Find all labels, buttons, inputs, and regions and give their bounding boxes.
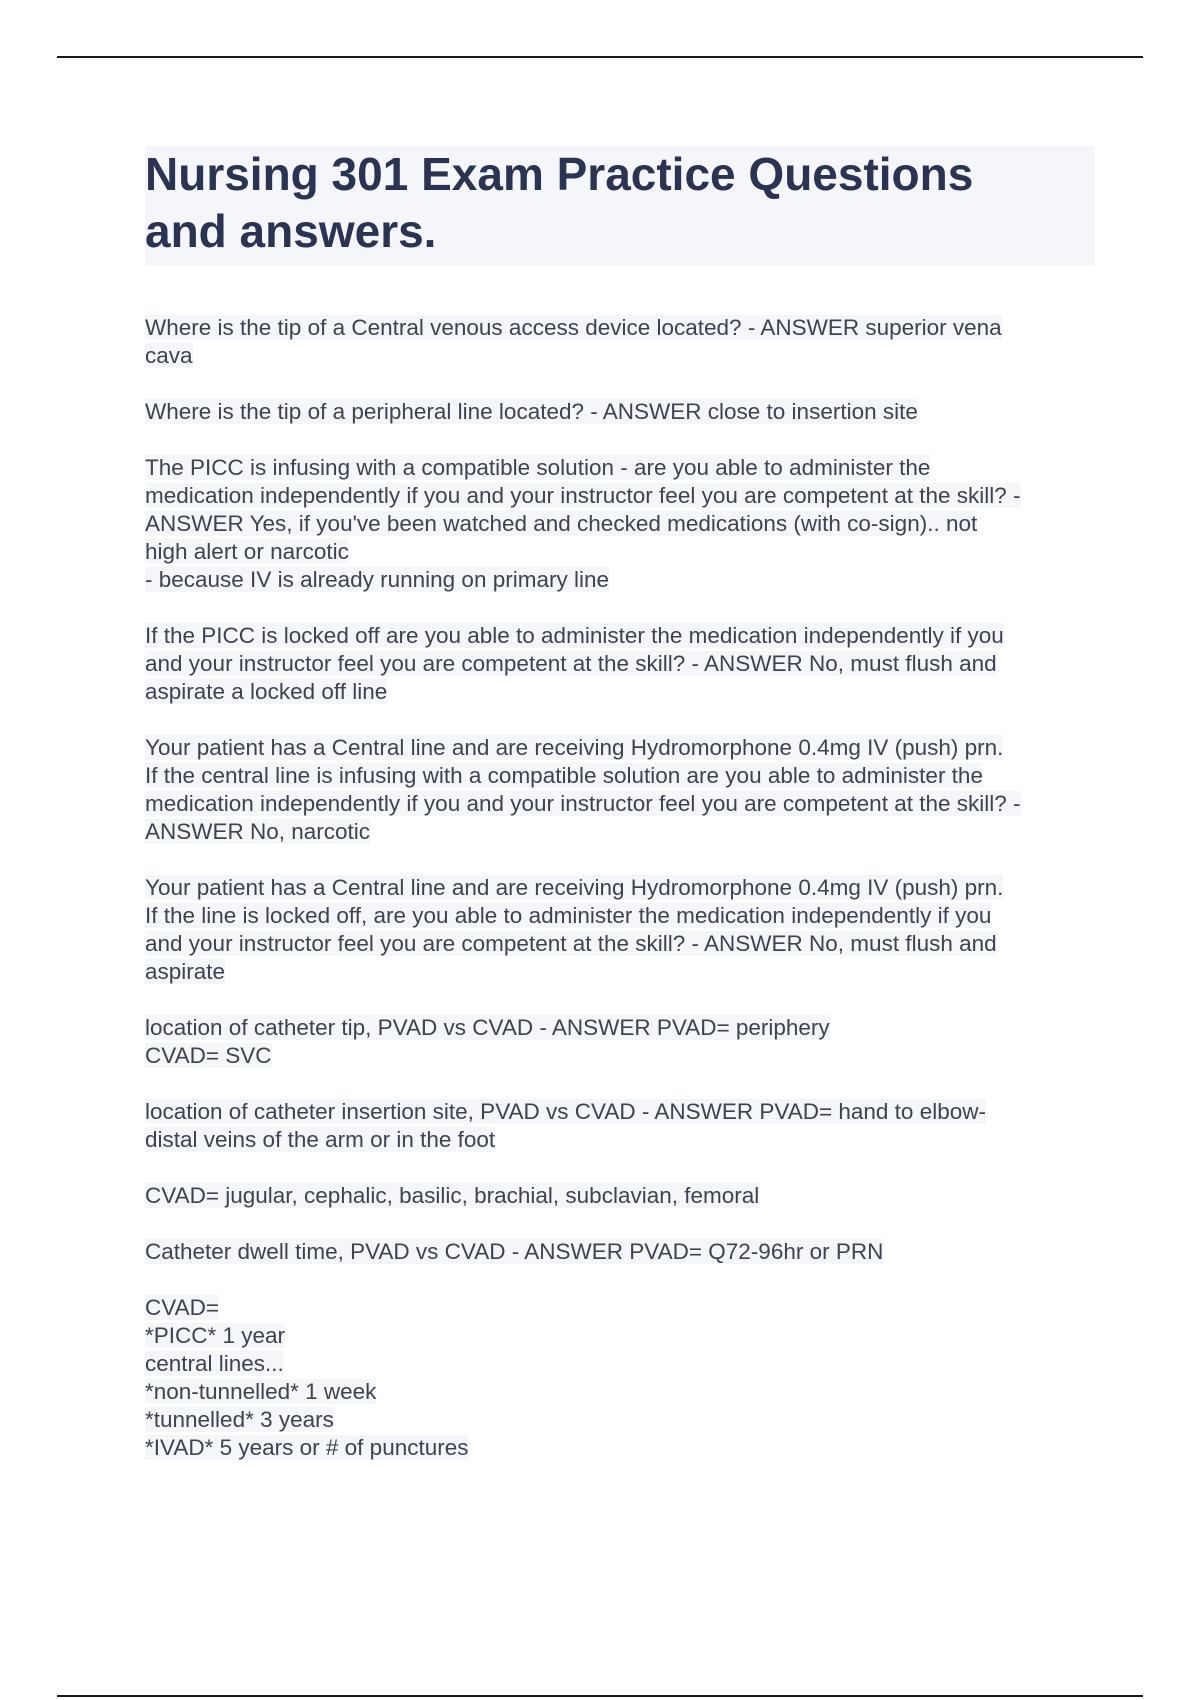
title-line: Nursing 301 Exam Practice Questions (145, 148, 974, 200)
qa-line: Your patient has a Central line and are receiving Hydromorphone 0.4mg IV (push) prn. (145, 875, 1004, 900)
title-block (145, 146, 1095, 266)
qa-line: The PICC is infusing with a compatible solution - are you able to administer the (145, 455, 931, 480)
qa-line: distal veins of the arm or in the foot (145, 1127, 496, 1152)
qa-line: ANSWER Yes, if you've been watched and checked medications (with co-sign).. not (145, 511, 978, 536)
bottom-rule (57, 1695, 1143, 1697)
qa-line: and your instructor feel you are competent at the skill? - ANSWER No, must flush and (145, 931, 997, 956)
qa-line: aspirate (145, 959, 226, 984)
qa-line: central lines... (145, 1351, 284, 1376)
qa-item (145, 874, 1095, 986)
qa-line: location of catheter tip, PVAD vs CVAD - ANSWER PVAD= periphery (145, 1015, 830, 1040)
qa-item (145, 734, 1095, 846)
qa-line: location of catheter insertion site, PVAD vs CVAD - ANSWER PVAD= hand to elbow- (145, 1099, 986, 1124)
qa-line: Where is the tip of a peripheral line located? - ANSWER close to insertion site (145, 399, 918, 424)
qa-line: - because IV is already running on primary line (145, 567, 609, 592)
qa-line: *non-tunnelled* 1 week (145, 1379, 377, 1404)
qa-line: Where is the tip of a Central venous access device located? - ANSWER superior vena (145, 315, 1002, 340)
qa-line: If the PICC is locked off are you able to administer the medication independently if you (145, 623, 1004, 648)
qa-line: CVAD= jugular, cephalic, basilic, brachial, subclavian, femoral (145, 1183, 760, 1208)
qa-line: high alert or narcotic (145, 539, 349, 564)
qa-item (145, 1182, 1095, 1210)
qa-list (145, 314, 1095, 1462)
qa-line: Your patient has a Central line and are receiving Hydromorphone 0.4mg IV (push) prn. (145, 735, 1004, 760)
qa-item (145, 1098, 1095, 1154)
qa-line: *tunnelled* 3 years (145, 1407, 334, 1432)
title-line: and answers. (145, 205, 437, 257)
qa-line: cava (145, 343, 193, 368)
qa-item (145, 1014, 1095, 1070)
qa-line: CVAD= SVC (145, 1043, 272, 1068)
qa-line: medication independently if you and your instructor feel you are competent at the skill? - (145, 483, 1021, 508)
qa-item (145, 622, 1095, 706)
qa-line: If the central line is infusing with a compatible solution are you able to administer the (145, 763, 983, 788)
qa-line: *IVAD* 5 years or # of punctures (145, 1435, 469, 1460)
qa-item (145, 1238, 1095, 1266)
qa-line: ANSWER No, narcotic (145, 819, 371, 844)
document-body (145, 146, 1095, 1490)
document-title (145, 146, 1095, 260)
top-rule (57, 56, 1143, 58)
qa-line: and your instructor feel you are competent at the skill? - ANSWER No, must flush and (145, 651, 997, 676)
qa-item (145, 454, 1095, 594)
qa-line: medication independently if you and your instructor feel you are competent at the skill? - (145, 791, 1021, 816)
qa-item (145, 314, 1095, 370)
qa-item (145, 398, 1095, 426)
qa-line: If the line is locked off, are you able to administer the medication independently if you (145, 903, 992, 928)
qa-line: aspirate a locked off line (145, 679, 388, 704)
qa-line: CVAD= (145, 1295, 219, 1320)
qa-line: Catheter dwell time, PVAD vs CVAD - ANSWER PVAD= Q72-96hr or PRN (145, 1239, 884, 1264)
qa-item (145, 1294, 1095, 1462)
qa-line: *PICC* 1 year (145, 1323, 286, 1348)
